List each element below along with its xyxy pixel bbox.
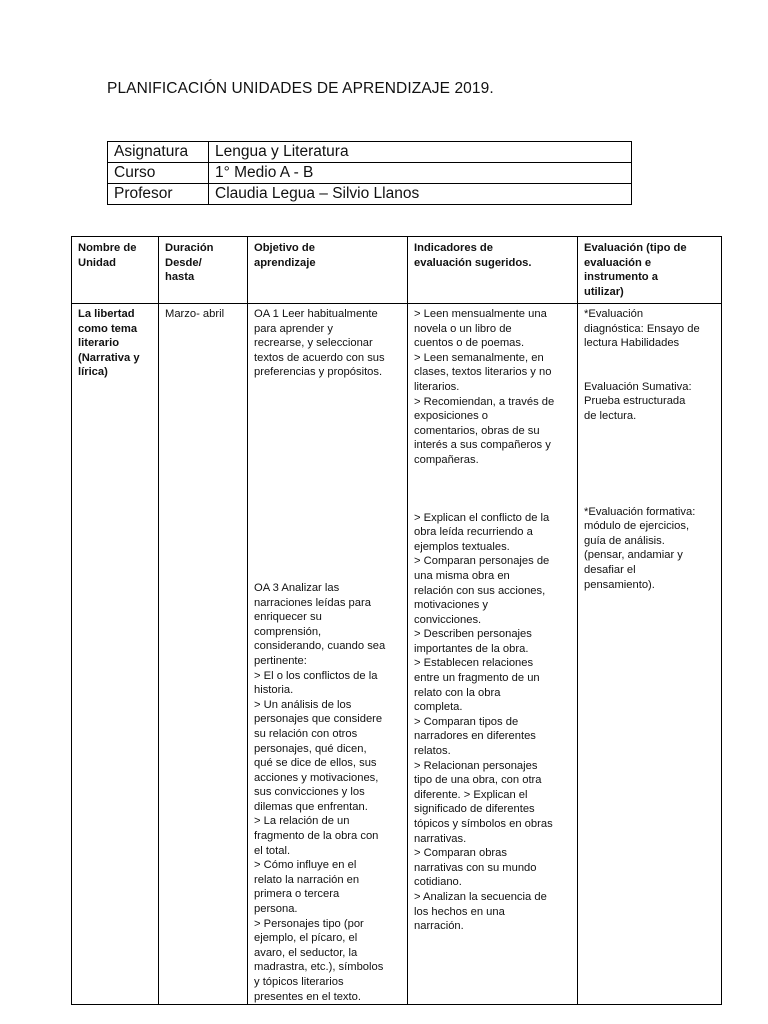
text-line: instrumento a [584,271,658,284]
unit-duration [165,307,242,322]
text-line: recrearse, y seleccionar [254,337,373,350]
text-line: comentarios, obras de su [414,424,540,437]
text-line: de lectura. [584,409,637,422]
text-line: (Narrativa y [78,351,140,364]
text-line: *Evaluación formativa: [584,505,696,518]
text-line: desafiar el [584,563,636,576]
text-line: lírica) [78,366,108,379]
indicators-reading [414,307,572,468]
text-line: como tema [78,322,138,335]
text-line: acciones y motivaciones, [254,771,379,784]
info-label: Asignatura [108,142,209,163]
text-line: > Leen mensualmente una [414,308,547,320]
text-line: Marzo- abril [165,308,225,320]
text-line: historia. [254,684,294,697]
text-line: pertinente: [254,654,307,667]
header-objective [248,237,408,304]
text-line: > Cómo influye en el [254,859,357,872]
text-line: una misma obra en [414,569,510,582]
evaluation-diagnostic [584,307,716,351]
text-line: narrativas con su mundo [414,861,537,874]
text-line: > Explican el conflicto de la [414,511,550,524]
text-line: motivaciones y [414,599,488,612]
header-unit-name [72,237,159,304]
text-line: relación con sus acciones, [414,584,546,597]
text-line: narración. [414,920,464,933]
text-line: literario [78,337,120,350]
text-line: primera o tercera [254,888,340,901]
text-line: evaluación e [584,256,652,269]
text-line: los hechos en una [414,905,505,918]
text-line: y tópicos literarios [254,976,344,988]
text-line: dilemas que enfrentan. [254,800,368,813]
text-line: personajes que considere [254,713,383,726]
course-info-table [107,141,632,205]
info-row-subject [108,142,632,163]
text-line: interés a sus compañeros y [414,439,551,452]
text-line: (pensar, andamiar y [584,549,683,562]
info-row-course [108,163,632,184]
text-line: novela o un libro de [414,322,512,335]
text-line: qué se dice de ellos, sus [254,757,377,770]
text-line: narradores en diferentes [414,730,536,743]
planning-header-row [72,237,722,304]
info-value: Claudia Legua – Silvio Llanos [209,184,632,205]
text-line: Indicadores de [414,242,493,254]
info-row-teacher [108,184,632,205]
text-line: importantes de la obra. [414,642,529,655]
text-line: relato con la obra [414,686,501,699]
page-title: PLANIFICACIÓN UNIDADES DE APRENDIZAJE 2019. [107,80,494,97]
info-value: 1° Medio A - B [209,163,632,184]
text-line: La libertad [78,308,135,320]
text-line: preferencias y propósitos. [254,366,383,379]
indicators-analysis [414,511,572,934]
text-line: completa. [414,701,463,714]
header-evaluation [578,237,722,304]
evaluation-summative [584,380,716,424]
text-line: > El o los conflictos de la [254,669,378,682]
text-line: diferente. > Explican el [414,788,528,801]
objective-oa1 [254,307,402,380]
text-line: presentes en el texto. [254,990,361,1003]
text-line: OA 1 Leer habitualmente [254,308,378,320]
text-line: > Comparan personajes de [414,555,550,568]
text-line: > La relación de un [254,815,350,828]
text-line: > Relacionan personajes [414,759,538,772]
text-line: > Un análisis de los [254,698,352,711]
text-line: el total. [254,844,291,857]
text-line: narrativas. [414,832,467,845]
text-line: considerando, cuando sea [254,640,386,653]
text-line: > Personajes tipo (por [254,917,364,930]
text-line: módulo de ejercicios, [584,520,690,533]
text-line: tópicos y símbolos en obras [414,818,553,830]
text-line: > Comparan obras [414,847,507,860]
text-line: madrastra, etc.), símbolos [254,961,384,974]
text-line: ejemplo, el pícaro, el [254,932,358,945]
text-line: convicciones. [414,613,482,626]
text-line: enriquecer su [254,611,322,624]
text-line: Objetivo de [254,242,315,254]
text-line: su relación con otros [254,727,358,740]
text-line: > Comparan tipos de [414,715,519,728]
text-line: persona. [254,903,298,916]
info-label: Profesor [108,184,209,205]
text-line: avaro, el seductor, la [254,946,358,959]
text-line: tipo de una obra, con otra [414,774,542,787]
text-line: relatos. [414,745,451,758]
text-line: sus convicciones y los [254,786,365,799]
text-line: cotidiano. [414,876,462,889]
text-line: fragmento de la obra con [254,830,379,843]
text-line: significado de diferentes [414,803,535,816]
planning-table [71,236,722,1005]
text-line: > Recomiendan, a través de [414,395,555,408]
text-line: diagnóstica: Ensayo de [584,322,700,335]
text-line: Nombre de [78,242,137,254]
text-line: compañeras. [414,453,479,466]
text-line: personajes, qué dicen, [254,742,367,755]
info-value: Lengua y Literatura [209,142,632,163]
text-line: clases, textos literarios y no [414,366,552,379]
objective-oa3 [254,581,402,1004]
text-line: Prueba estructurada [584,395,686,408]
text-line: utilizar) [584,285,624,298]
text-line: obra leída recurriendo a [414,526,533,539]
text-line: Desde/ [165,256,202,269]
text-line: Evaluación Sumativa: [584,380,692,393]
text-line: relato la narración en [254,873,360,886]
text-line: ejemplos textuales. [414,540,510,553]
text-line: > Describen personajes [414,628,532,641]
text-line: literarios. [414,380,460,393]
text-line: Unidad [78,256,116,269]
info-label: Curso [108,163,209,184]
text-line: cuentos o de poemas. [414,337,525,350]
text-line: narraciones leídas para [254,596,371,609]
text-line: OA 3 Analizar las [254,581,340,594]
text-line: Evaluación (tipo de [584,242,687,254]
text-line: Duración [165,242,214,254]
text-line: guía de análisis. [584,534,665,547]
unit-name [78,307,153,380]
text-line: *Evaluación [584,308,644,320]
text-line: lectura Habilidades [584,337,680,350]
text-line: > Analizan la secuencia de [414,890,547,903]
text-line: > Establecen relaciones [414,657,534,670]
text-line: pensamiento). [584,578,655,591]
text-line: exposiciones o [414,410,489,423]
text-line: hasta [165,271,195,284]
text-line: comprensión, [254,625,322,638]
header-indicators [408,237,578,304]
text-line: > Leen semanalmente, en [414,351,544,364]
header-duration [159,237,248,304]
text-line: aprendizaje [254,256,316,269]
text-line: textos de acuerdo con sus [254,351,385,364]
planning-row [72,304,722,1005]
evaluation-formative [584,505,716,593]
text-line: evaluación sugeridos. [414,256,532,269]
text-line: para aprender y [254,322,333,335]
text-line: entre un fragmento de un [414,672,540,685]
